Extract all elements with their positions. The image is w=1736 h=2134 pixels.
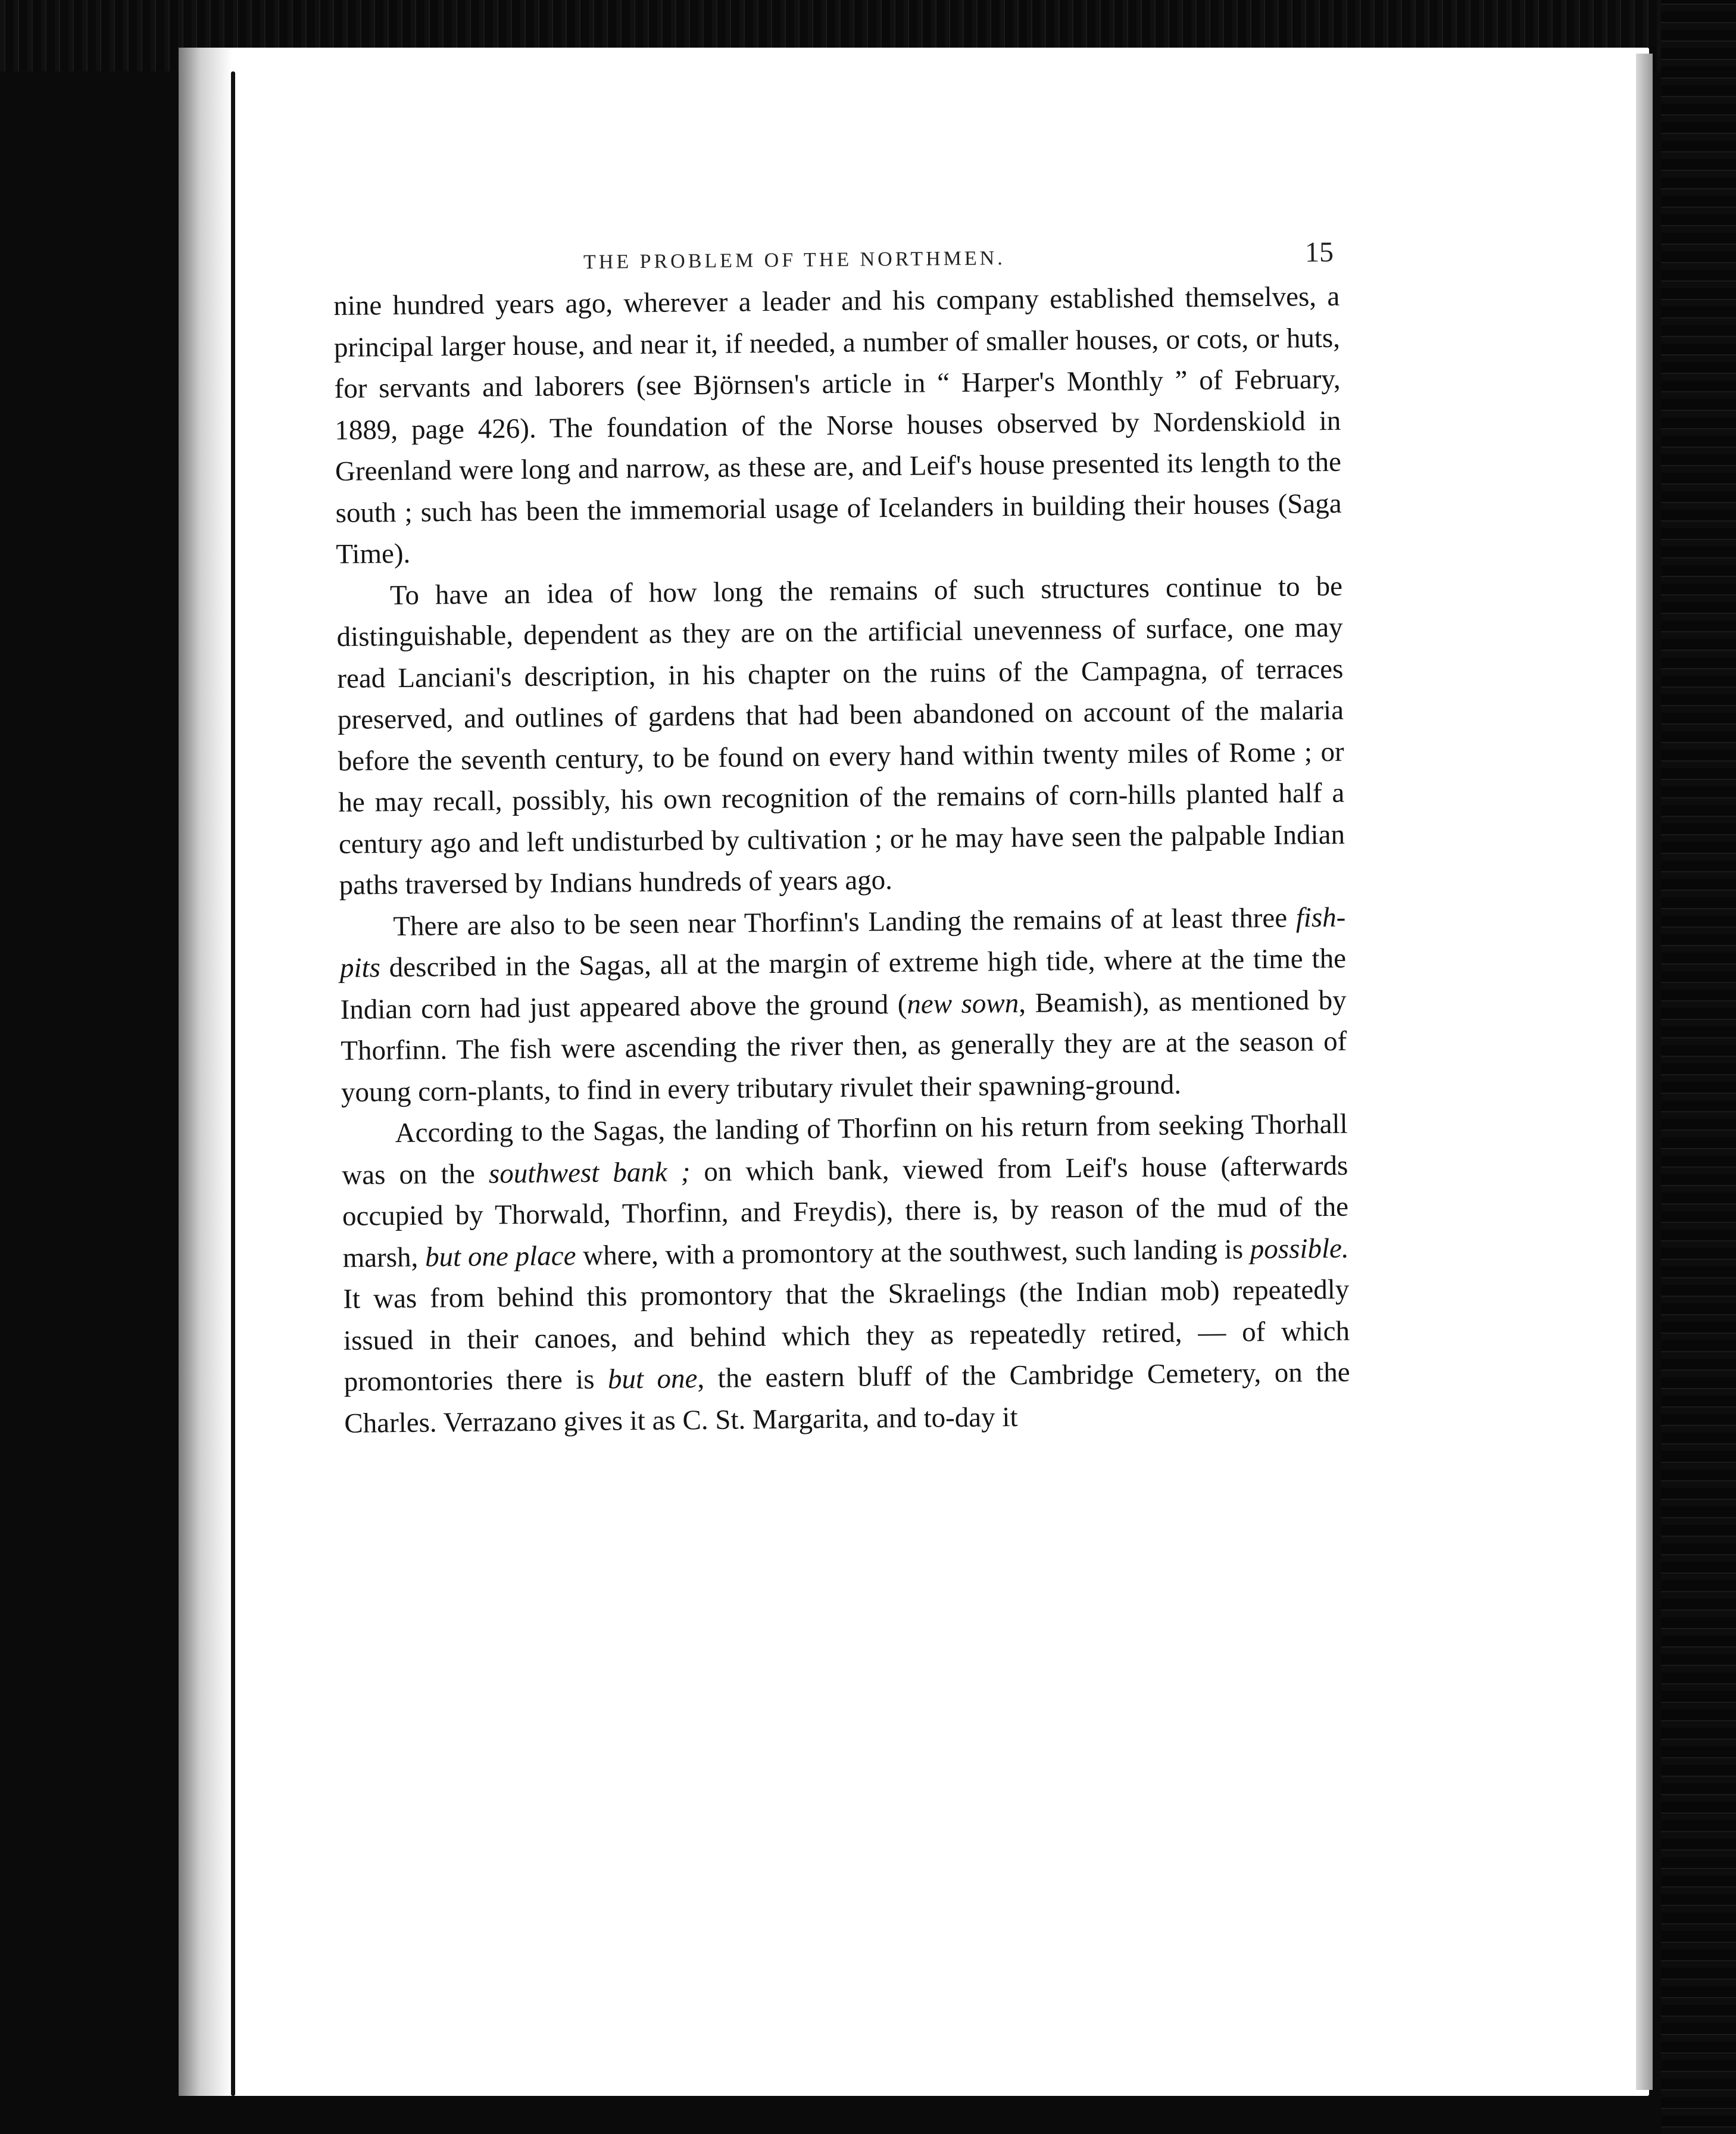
italic-term-but-one-place: but one place xyxy=(424,1240,576,1273)
scan-border-right xyxy=(1661,0,1736,2134)
italic-term-but-one: but one xyxy=(607,1363,698,1395)
text-segment: To have an idea of how long the remains of such structures continue to be distinguishable, dependent as they are on the artificial unevenness of surface, one may read Lanciani's description, in his chapter on the ruins of the Campagna, of terraces preserved, and outlines of gardens that had been abandoned on account of the malaria before the seventh century, to be found on every hand within twenty miles of Rome ; or he may recall, possibly, his own recognition of the remains of corn-hills planted half a century ago and left undisturbed by cultivation ; or he may have seen the palpable Indian paths traversed by Indians hundreds of years ago. xyxy=(336,570,1345,901)
binding-edge-line xyxy=(231,71,235,2096)
page-number: 15 xyxy=(1304,236,1334,269)
paragraph-3 xyxy=(339,897,1347,1113)
text-segment: where, with a promontory at the southwest, such landing is xyxy=(576,1233,1251,1271)
text-segment: According to the Sagas, the landing of Thorfinn on his return from seeking Thorhall was on the xyxy=(342,1108,1348,1191)
body-text xyxy=(333,276,1351,1444)
text-segment: , the eastern bluff of the Cambridge Cemetery, on the Charles. Verrazano gives it as C. St. Margarita, and to-day it xyxy=(344,1356,1350,1439)
italic-term-fish-pits: fish-pits xyxy=(339,901,1346,984)
text-segment: There are also to be seen near Thorfinn's Landing the remains of at least three xyxy=(393,902,1296,942)
italic-term-southwest-bank: southwest bank ; xyxy=(488,1156,691,1190)
paragraph-4 xyxy=(341,1104,1350,1444)
page-gutter-shadow xyxy=(179,48,232,2096)
text-segment: nine hundred years ago, wherever a leader and his company established themselves, a principal larger house, and near it, if needed, a number of smaller houses, or cots, or huts, for servants and laborers (see Björnsen's article in “ Harper's Monthly ” of February, 1889, page 426). The foundation of the Norse houses observed by Nordenskiold in Greenland were long and narrow, as these are, and Leif's house presented its length to the south ; such has been the immemorial usage of Icelanders in building their houses (Saga Time). xyxy=(333,280,1342,570)
text-segment: , Beamish), as mentioned by Thorfinn. The fish were ascending the river then, as generally they are at the season of young corn-plants, to find in every tributary rivulet their spawning-ground. xyxy=(341,984,1347,1108)
paragraph-1 xyxy=(333,276,1342,576)
text-segment: It was from behind this promontory that the Skraelings (the Indian mob) repeatedly issued in their canoes, and behind which they as repeatedly retired, — of which promontories there is xyxy=(343,1274,1350,1397)
italic-term-new-sown: new sown xyxy=(907,987,1019,1020)
running-title: THE PROBLEM OF THE NORTHMEN. xyxy=(583,247,1006,273)
paragraph-2 xyxy=(336,566,1345,906)
page-stack-edge xyxy=(1636,54,1653,2090)
text-segment: described in the Sagas, all at the margin of extreme high tide, where at the time the Indian corn had just appeared above the ground ( xyxy=(340,943,1347,1025)
italic-term-possible: possible. xyxy=(1250,1233,1349,1265)
text-segment: on which bank, viewed from Leif's house (afterwards occupied by Thorwald, Thorfinn, and Freydis), there is, by reason of the mud of the marsh, xyxy=(342,1150,1349,1274)
